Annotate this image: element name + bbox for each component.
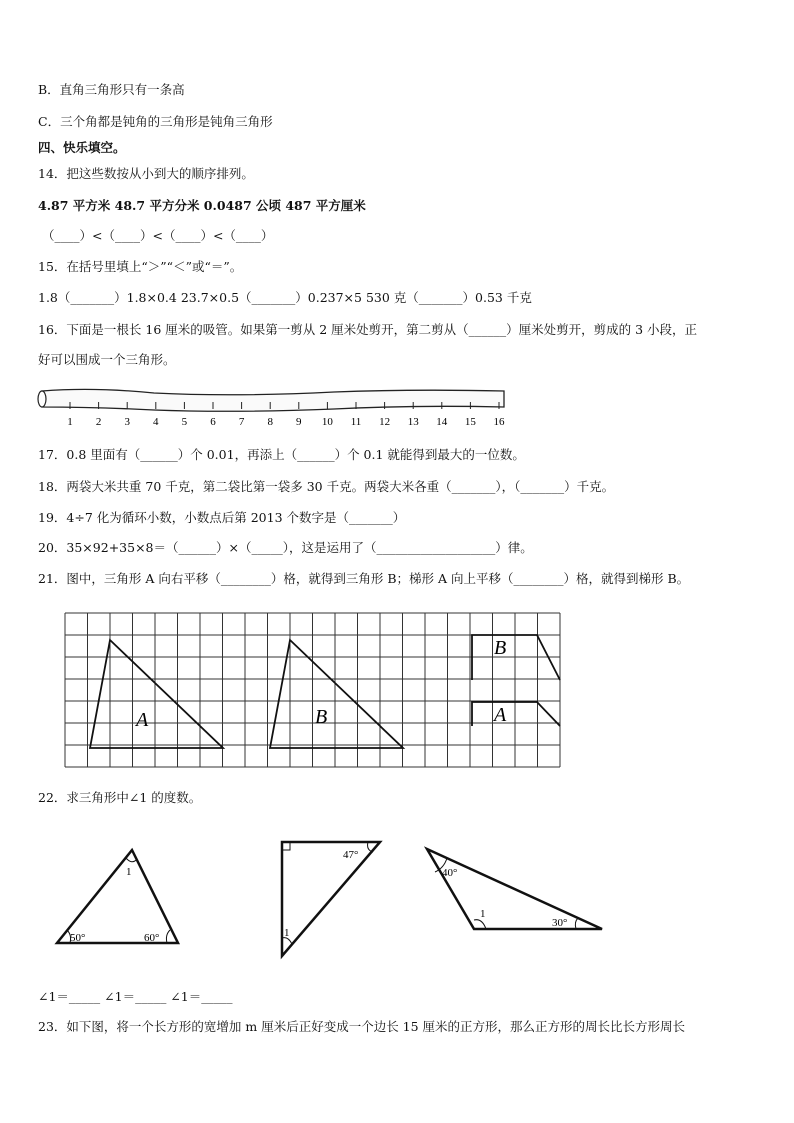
t3-angle1: 1	[480, 908, 486, 920]
ruler-tick-label: 5	[181, 416, 188, 428]
triangle-2	[276, 838, 386, 960]
ruler-tick-label: 6	[210, 416, 216, 428]
ruler-tick-label: 16	[493, 416, 505, 428]
q20-text: 20．35×92+35×8＝（______）×（_____），这是运用了（___________________）律。	[38, 540, 533, 555]
option-c: C．三个角都是钝角的三角形是钝角三角形	[38, 114, 273, 129]
q14-text: 14．把这些数按从小到大的顺序排列。	[38, 166, 254, 181]
q16-line1: 16．下面是一根长 16 厘米的吸管。如果第一剪从 2 厘米处剪开，第二剪从（______）厘米处剪开，剪成的 3 小段，正	[38, 322, 698, 337]
ruler-tick-label: 2	[95, 416, 102, 428]
ruler-tick-label: 14	[436, 416, 448, 428]
ruler-tick-label: 4	[153, 416, 159, 428]
q23-text: 23．如下图，将一个长方形的宽增加 m 厘米后正好变成一个边长 15 厘米的正方形，那么正方形的周长比长方形周长	[38, 1019, 686, 1034]
t1-angle1: 1	[126, 866, 132, 878]
t2-angle1: 1	[284, 927, 290, 939]
t1-right: 60°	[144, 932, 160, 944]
t3-left: 40°	[442, 867, 458, 879]
q15-items: 1.8（_______）1.8×0.4 23.7×0.5（_______）0.237×5 530 克（_______）0.53 千克	[38, 290, 532, 305]
ruler-tick-label: 8	[267, 416, 273, 428]
triangle-1	[52, 845, 187, 950]
q22-text: 22．求三角形中∠1 的度数。	[38, 790, 202, 805]
q18-text: 18．两袋大米共重 70 千克，第二袋比第一袋多 30 千克。两袋大米各重（_______），（_______）千克。	[38, 479, 615, 494]
ruler-tick-label: 15	[464, 416, 476, 428]
section-title: 四、快乐填空。	[38, 140, 126, 155]
ruler-tick-label: 7	[238, 416, 245, 428]
label-tri-a: A	[136, 709, 149, 731]
q16-line2: 好可以围成一个三角形。	[38, 352, 176, 367]
label-trap-a: A	[494, 704, 507, 726]
triangle-3	[420, 842, 608, 936]
option-b: B．直角三角形只有一条高	[38, 82, 185, 97]
ruler-tick-label: 10	[321, 416, 333, 428]
q21-text: 21．图中，三角形 A 向右平移（________）格，就得到三角形 B；梯形 A 向上平移（________）格，就得到梯形 B。	[38, 571, 690, 586]
ruler-tick-label: 11	[350, 416, 362, 428]
ruler-tick-label: 9	[296, 416, 302, 428]
label-tri-b: B	[315, 706, 328, 728]
ruler-tick-label: 1	[67, 416, 73, 428]
t2-top: 47°	[343, 849, 359, 861]
straw-ruler	[34, 385, 514, 435]
label-trap-b: B	[494, 637, 507, 659]
q14-blanks: （____）<（____）<（____）<（____）	[42, 228, 274, 243]
t1-left: 50°	[70, 932, 86, 944]
q14-values: 4.87 平方米 48.7 平方分米 0.0487 公顷 487 平方厘米	[38, 198, 366, 213]
trapezoid-a	[472, 702, 560, 726]
ruler-tick-label: 12	[379, 416, 391, 428]
q15-text: 15．在括号里填上“＞”“＜”或“＝”。	[38, 259, 243, 274]
ruler-tick-label: 3	[124, 416, 130, 428]
q19-text: 19．4÷7 化为循环小数，小数点后第 2013 个数字是（_______）	[38, 510, 406, 525]
q22-answers: ∠1＝_____ ∠1＝_____ ∠1＝_____	[38, 989, 233, 1004]
t3-right: 30°	[552, 917, 568, 929]
ruler-tick-label: 13	[407, 416, 419, 428]
translation-grid	[60, 608, 584, 778]
q17-text: 17．0.8 里面有（______）个 0.01，再添上（______）个 0.1 就能得到最大的一位数。	[38, 447, 525, 462]
